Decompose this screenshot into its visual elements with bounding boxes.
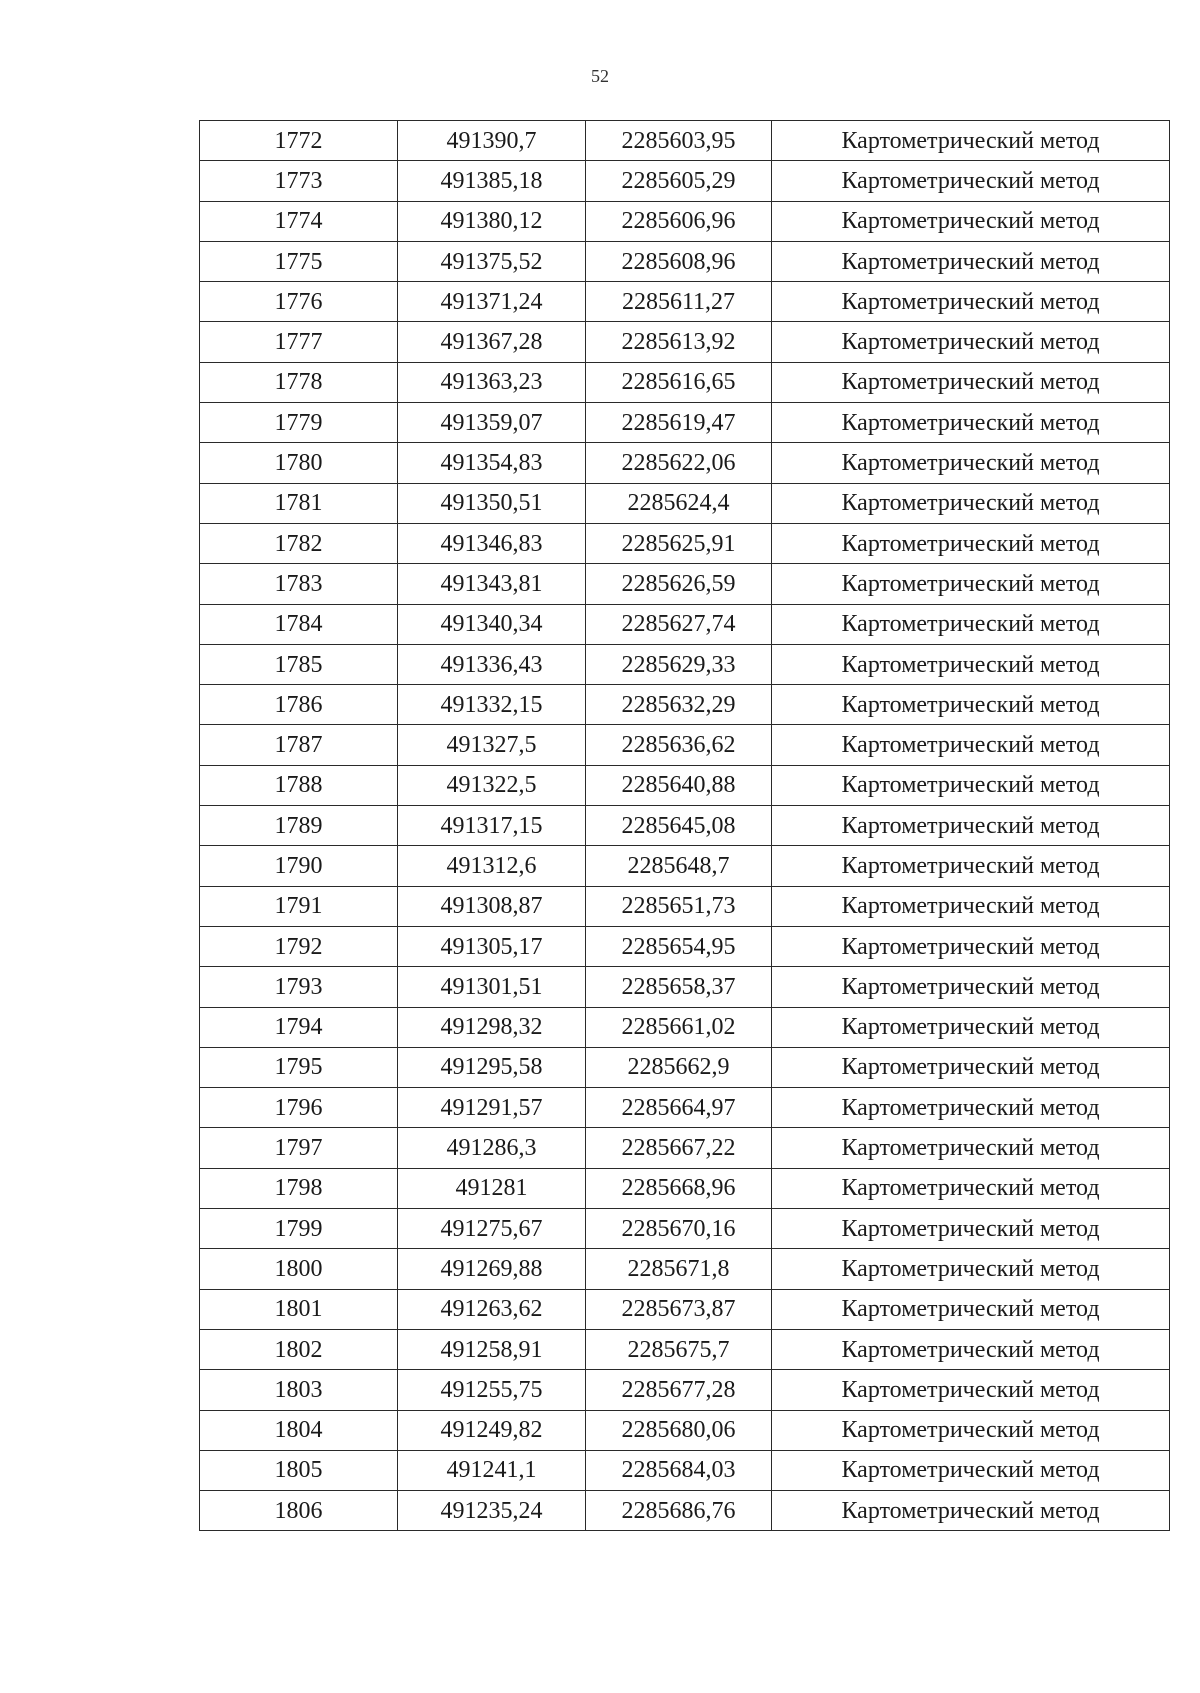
- y-coordinate-cell: 2285684,03: [586, 1450, 772, 1490]
- table-row: [200, 564, 1170, 604]
- x-coordinate-cell: 491241,1: [398, 1450, 586, 1490]
- y-coordinate-cell: 2285636,62: [586, 725, 772, 765]
- method-cell: Картометрический метод: [772, 886, 1170, 926]
- x-coordinate-cell: 491390,7: [398, 121, 586, 161]
- y-coordinate-cell: 2285680,06: [586, 1410, 772, 1450]
- table-row: [200, 1168, 1170, 1208]
- y-coordinate-cell: 2285624,4: [586, 483, 772, 523]
- method-cell: Картометрический метод: [772, 523, 1170, 563]
- y-coordinate-cell: 2285645,08: [586, 806, 772, 846]
- x-coordinate-cell: 491332,15: [398, 685, 586, 725]
- point-number-cell: 1805: [200, 1450, 398, 1490]
- y-coordinate-cell: 2285622,06: [586, 443, 772, 483]
- table-row: [200, 161, 1170, 201]
- point-number-cell: 1795: [200, 1047, 398, 1087]
- y-coordinate-cell: 2285661,02: [586, 1007, 772, 1047]
- x-coordinate-cell: 491275,67: [398, 1209, 586, 1249]
- point-number-cell: 1775: [200, 241, 398, 281]
- page-number: 52: [591, 66, 609, 86]
- table-row: [200, 1047, 1170, 1087]
- x-coordinate-cell: 491308,87: [398, 886, 586, 926]
- method-cell: Картометрический метод: [772, 846, 1170, 886]
- table-body: [200, 121, 1170, 1531]
- table-row: [200, 443, 1170, 483]
- y-coordinate-cell: 2285667,22: [586, 1128, 772, 1168]
- method-cell: Картометрический метод: [772, 362, 1170, 402]
- table-row: [200, 403, 1170, 443]
- x-coordinate-cell: 491295,58: [398, 1047, 586, 1087]
- x-coordinate-cell: 491340,34: [398, 604, 586, 644]
- table-row: [200, 685, 1170, 725]
- point-number-cell: 1774: [200, 201, 398, 241]
- x-coordinate-cell: 491380,12: [398, 201, 586, 241]
- point-number-cell: 1778: [200, 362, 398, 402]
- y-coordinate-cell: 2285671,8: [586, 1249, 772, 1289]
- x-coordinate-cell: 491350,51: [398, 483, 586, 523]
- point-number-cell: 1806: [200, 1491, 398, 1531]
- point-number-cell: 1792: [200, 926, 398, 966]
- y-coordinate-cell: 2285605,29: [586, 161, 772, 201]
- table-row: [200, 1491, 1170, 1531]
- x-coordinate-cell: 491385,18: [398, 161, 586, 201]
- y-coordinate-cell: 2285640,88: [586, 765, 772, 805]
- table-row: [200, 282, 1170, 322]
- y-coordinate-cell: 2285658,37: [586, 967, 772, 1007]
- x-coordinate-cell: 491291,57: [398, 1088, 586, 1128]
- point-number-cell: 1786: [200, 685, 398, 725]
- method-cell: Картометрический метод: [772, 1370, 1170, 1410]
- x-coordinate-cell: 491258,91: [398, 1329, 586, 1369]
- method-cell: Картометрический метод: [772, 1491, 1170, 1531]
- method-cell: Картометрический метод: [772, 403, 1170, 443]
- y-coordinate-cell: 2285626,59: [586, 564, 772, 604]
- point-number-cell: 1776: [200, 282, 398, 322]
- point-number-cell: 1773: [200, 161, 398, 201]
- point-number-cell: 1790: [200, 846, 398, 886]
- table-row: [200, 644, 1170, 684]
- table-row: [200, 765, 1170, 805]
- table-row: [200, 1128, 1170, 1168]
- point-number-cell: 1789: [200, 806, 398, 846]
- method-cell: Картометрический метод: [772, 282, 1170, 322]
- y-coordinate-cell: 2285664,97: [586, 1088, 772, 1128]
- point-number-cell: 1793: [200, 967, 398, 1007]
- method-cell: Картометрический метод: [772, 1209, 1170, 1249]
- y-coordinate-cell: 2285625,91: [586, 523, 772, 563]
- x-coordinate-cell: 491336,43: [398, 644, 586, 684]
- x-coordinate-cell: 491317,15: [398, 806, 586, 846]
- method-cell: Картометрический метод: [772, 685, 1170, 725]
- table-row: [200, 725, 1170, 765]
- y-coordinate-cell: 2285632,29: [586, 685, 772, 725]
- table-row: [200, 1088, 1170, 1128]
- method-cell: Картометрический метод: [772, 1088, 1170, 1128]
- y-coordinate-cell: 2285627,74: [586, 604, 772, 644]
- method-cell: Картометрический метод: [772, 201, 1170, 241]
- method-cell: Картометрический метод: [772, 967, 1170, 1007]
- x-coordinate-cell: 491286,3: [398, 1128, 586, 1168]
- x-coordinate-cell: 491327,5: [398, 725, 586, 765]
- table-row: [200, 604, 1170, 644]
- point-number-cell: 1794: [200, 1007, 398, 1047]
- method-cell: Картометрический метод: [772, 644, 1170, 684]
- y-coordinate-cell: 2285606,96: [586, 201, 772, 241]
- table-row: [200, 1007, 1170, 1047]
- x-coordinate-cell: 491235,24: [398, 1491, 586, 1531]
- point-number-cell: 1784: [200, 604, 398, 644]
- y-coordinate-cell: 2285651,73: [586, 886, 772, 926]
- table-row: [200, 926, 1170, 966]
- y-coordinate-cell: 2285619,47: [586, 403, 772, 443]
- x-coordinate-cell: 491343,81: [398, 564, 586, 604]
- y-coordinate-cell: 2285662,9: [586, 1047, 772, 1087]
- x-coordinate-cell: 491371,24: [398, 282, 586, 322]
- x-coordinate-cell: 491269,88: [398, 1249, 586, 1289]
- y-coordinate-cell: 2285608,96: [586, 241, 772, 281]
- point-number-cell: 1785: [200, 644, 398, 684]
- point-number-cell: 1804: [200, 1410, 398, 1450]
- y-coordinate-cell: 2285675,7: [586, 1329, 772, 1369]
- table-row: [200, 483, 1170, 523]
- point-number-cell: 1781: [200, 483, 398, 523]
- point-number-cell: 1801: [200, 1289, 398, 1329]
- table-row: [200, 886, 1170, 926]
- method-cell: Картометрический метод: [772, 1410, 1170, 1450]
- table-row: [200, 1450, 1170, 1490]
- y-coordinate-cell: 2285611,27: [586, 282, 772, 322]
- coordinates-table: [199, 120, 1170, 1531]
- y-coordinate-cell: 2285668,96: [586, 1168, 772, 1208]
- y-coordinate-cell: 2285613,92: [586, 322, 772, 362]
- method-cell: Картометрический метод: [772, 564, 1170, 604]
- point-number-cell: 1802: [200, 1329, 398, 1369]
- x-coordinate-cell: 491346,83: [398, 523, 586, 563]
- method-cell: Картометрический метод: [772, 1289, 1170, 1329]
- table-row: [200, 967, 1170, 1007]
- method-cell: Картометрический метод: [772, 1007, 1170, 1047]
- x-coordinate-cell: 491375,52: [398, 241, 586, 281]
- point-number-cell: 1797: [200, 1128, 398, 1168]
- method-cell: Картометрический метод: [772, 725, 1170, 765]
- x-coordinate-cell: 491354,83: [398, 443, 586, 483]
- table-row: [200, 1410, 1170, 1450]
- method-cell: Картометрический метод: [772, 483, 1170, 523]
- table-row: [200, 1370, 1170, 1410]
- x-coordinate-cell: 491281: [398, 1168, 586, 1208]
- x-coordinate-cell: 491298,32: [398, 1007, 586, 1047]
- point-number-cell: 1782: [200, 523, 398, 563]
- point-number-cell: 1800: [200, 1249, 398, 1289]
- point-number-cell: 1787: [200, 725, 398, 765]
- method-cell: Картометрический метод: [772, 1329, 1170, 1369]
- table-row: [200, 201, 1170, 241]
- table-row: [200, 1249, 1170, 1289]
- method-cell: Картометрический метод: [772, 1249, 1170, 1289]
- method-cell: Картометрический метод: [772, 604, 1170, 644]
- x-coordinate-cell: 491249,82: [398, 1410, 586, 1450]
- x-coordinate-cell: 491263,62: [398, 1289, 586, 1329]
- method-cell: Картометрический метод: [772, 241, 1170, 281]
- method-cell: Картометрический метод: [772, 1128, 1170, 1168]
- y-coordinate-cell: 2285629,33: [586, 644, 772, 684]
- method-cell: Картометрический метод: [772, 443, 1170, 483]
- method-cell: Картометрический метод: [772, 121, 1170, 161]
- x-coordinate-cell: 491301,51: [398, 967, 586, 1007]
- method-cell: Картометрический метод: [772, 1047, 1170, 1087]
- table-row: [200, 523, 1170, 563]
- table-row: [200, 1289, 1170, 1329]
- method-cell: Картометрический метод: [772, 322, 1170, 362]
- point-number-cell: 1780: [200, 443, 398, 483]
- x-coordinate-cell: 491255,75: [398, 1370, 586, 1410]
- y-coordinate-cell: 2285677,28: [586, 1370, 772, 1410]
- x-coordinate-cell: 491367,28: [398, 322, 586, 362]
- point-number-cell: 1779: [200, 403, 398, 443]
- table-row: [200, 362, 1170, 402]
- y-coordinate-cell: 2285686,76: [586, 1491, 772, 1531]
- y-coordinate-cell: 2285603,95: [586, 121, 772, 161]
- x-coordinate-cell: 491359,07: [398, 403, 586, 443]
- y-coordinate-cell: 2285616,65: [586, 362, 772, 402]
- method-cell: Картометрический метод: [772, 765, 1170, 805]
- point-number-cell: 1777: [200, 322, 398, 362]
- table-row: [200, 806, 1170, 846]
- table-row: [200, 846, 1170, 886]
- method-cell: Картометрический метод: [772, 161, 1170, 201]
- point-number-cell: 1783: [200, 564, 398, 604]
- point-number-cell: 1796: [200, 1088, 398, 1128]
- y-coordinate-cell: 2285673,87: [586, 1289, 772, 1329]
- table-row: [200, 1329, 1170, 1369]
- y-coordinate-cell: 2285670,16: [586, 1209, 772, 1249]
- x-coordinate-cell: 491312,6: [398, 846, 586, 886]
- table-row: [200, 1209, 1170, 1249]
- method-cell: Картометрический метод: [772, 806, 1170, 846]
- table-row: [200, 241, 1170, 281]
- point-number-cell: 1798: [200, 1168, 398, 1208]
- y-coordinate-cell: 2285654,95: [586, 926, 772, 966]
- table-row: [200, 121, 1170, 161]
- x-coordinate-cell: 491322,5: [398, 765, 586, 805]
- point-number-cell: 1799: [200, 1209, 398, 1249]
- point-number-cell: 1803: [200, 1370, 398, 1410]
- method-cell: Картометрический метод: [772, 1168, 1170, 1208]
- point-number-cell: 1788: [200, 765, 398, 805]
- method-cell: Картометрический метод: [772, 926, 1170, 966]
- point-number-cell: 1772: [200, 121, 398, 161]
- y-coordinate-cell: 2285648,7: [586, 846, 772, 886]
- x-coordinate-cell: 491305,17: [398, 926, 586, 966]
- method-cell: Картометрический метод: [772, 1450, 1170, 1490]
- x-coordinate-cell: 491363,23: [398, 362, 586, 402]
- point-number-cell: 1791: [200, 886, 398, 926]
- table-row: [200, 322, 1170, 362]
